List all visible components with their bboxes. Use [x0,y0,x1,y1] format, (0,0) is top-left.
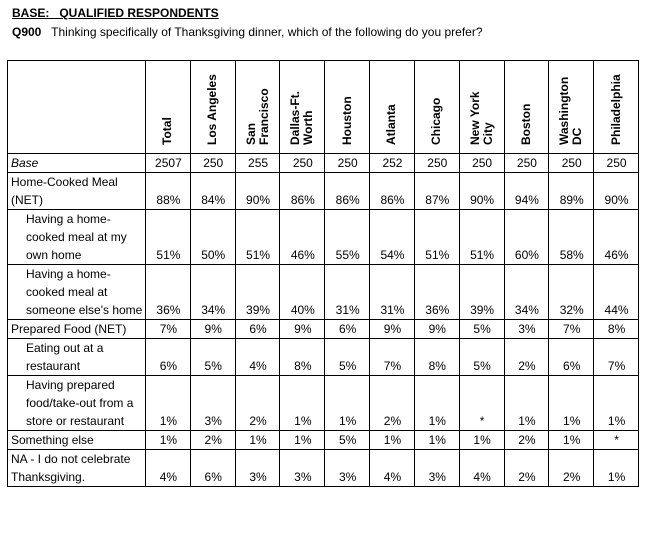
cell: 88% [146,173,191,210]
cell: 1% [370,431,415,450]
table-row-take-out [8,376,639,431]
crosstab-table [7,60,639,487]
cell: 34% [190,265,235,320]
row-label: Home-Cooked Meal (NET) [8,173,146,210]
cell: 1% [146,431,191,450]
cell: 1% [325,376,370,431]
cell: 86% [280,173,325,210]
cell: 86% [370,173,415,210]
table-row-prepared-food-net [8,320,639,339]
col-header-philadelphia: Philadelphia [594,61,639,154]
cell: 44% [594,265,639,320]
question-line [12,25,483,39]
cell: 50% [190,210,235,265]
table-row-someone-elses-home [8,265,639,320]
cell: 1% [280,376,325,431]
cell: 31% [325,265,370,320]
cell: 1% [414,431,459,450]
row-label: Having prepared food/take-out from a store or restaurant [8,376,146,431]
cell: 5% [459,320,504,339]
cell: 90% [594,173,639,210]
cell: 6% [235,320,280,339]
cell: 34% [504,265,549,320]
cell: 7% [549,320,594,339]
cell: 60% [504,210,549,265]
cell: 2% [504,339,549,376]
cell: 55% [325,210,370,265]
cell: 250 [414,154,459,173]
cell: 2% [504,431,549,450]
col-header-los-angeles: Los Angeles [190,61,235,154]
cell: 2% [504,450,549,487]
cell: 1% [504,376,549,431]
col-header-chicago: Chicago [414,61,459,154]
cell: 51% [414,210,459,265]
corner-cell [8,61,146,154]
cell: 3% [280,450,325,487]
cell: 2% [190,431,235,450]
col-header-san-francisco: San Francisco [235,61,280,154]
cell: 3% [414,450,459,487]
row-label: Eating out at a restaurant [8,339,146,376]
cell: 252 [370,154,415,173]
cell: 8% [414,339,459,376]
cell: 90% [235,173,280,210]
row-label: NA - I do not celebrate Thanksgiving. [8,450,146,487]
table-row-na [8,450,639,487]
col-header-houston: Houston [325,61,370,154]
cell: 58% [549,210,594,265]
cell: 1% [280,431,325,450]
cell: 8% [594,320,639,339]
cell: 32% [549,265,594,320]
cell: 54% [370,210,415,265]
cell: 3% [235,450,280,487]
cell: 1% [549,431,594,450]
cell: 250 [190,154,235,173]
cell: 250 [594,154,639,173]
cell: 2% [549,450,594,487]
cell: 7% [594,339,639,376]
cell: 6% [146,339,191,376]
cell: 4% [370,450,415,487]
col-header-new-york-city: New York City [459,61,504,154]
cell: 5% [190,339,235,376]
cell: 5% [459,339,504,376]
row-label: Prepared Food (NET) [8,320,146,339]
question-code: Q900 [12,25,42,39]
cell: 31% [370,265,415,320]
cell: 250 [549,154,594,173]
cell: 1% [549,376,594,431]
cell: 2% [370,376,415,431]
row-label: Base [8,154,146,173]
cell: 7% [146,320,191,339]
cell: 87% [414,173,459,210]
cell: 8% [280,339,325,376]
cell: 46% [594,210,639,265]
cell: 4% [146,450,191,487]
cell: 2% [235,376,280,431]
col-header-washington-dc: Washington DC [549,61,594,154]
table-row-own-home [8,210,639,265]
cell: 6% [325,320,370,339]
cell: 9% [370,320,415,339]
cell: 9% [190,320,235,339]
cell: 5% [325,339,370,376]
row-label: Something else [8,431,146,450]
cell: 7% [370,339,415,376]
cell: 3% [504,320,549,339]
cell: 3% [325,450,370,487]
cell: 1% [235,431,280,450]
cell: 46% [280,210,325,265]
cell: 250 [325,154,370,173]
base-label: BASE: QUALIFIED RESPONDENTS [12,6,219,20]
column-header-row [8,61,639,154]
table-row-home-cooked-net [8,173,639,210]
cell: 84% [190,173,235,210]
col-header-total: Total [146,61,191,154]
cell: 86% [325,173,370,210]
cell: 51% [459,210,504,265]
cell: 250 [280,154,325,173]
cell: 250 [459,154,504,173]
cell: 36% [414,265,459,320]
col-header-atlanta: Atlanta [370,61,415,154]
cell: 255 [235,154,280,173]
col-header-dallas-ft-worth: Dallas-Ft. Worth [280,61,325,154]
cell: 5% [325,431,370,450]
cell: 36% [146,265,191,320]
table-row-eating-out [8,339,639,376]
cell: 39% [459,265,504,320]
cell: 6% [549,339,594,376]
cell: 1% [146,376,191,431]
cell: 89% [549,173,594,210]
cell: 4% [235,339,280,376]
cell: 1% [594,376,639,431]
cell: 4% [459,450,504,487]
cell: 51% [146,210,191,265]
cell: 3% [190,376,235,431]
table-row-something-else [8,431,639,450]
cell: 6% [190,450,235,487]
cell: 2507 [146,154,191,173]
cell: 1% [594,450,639,487]
row-label: Having a home-cooked meal at someone else's home [8,265,146,320]
col-header-boston: Boston [504,61,549,154]
table-row-base [8,154,639,173]
cell: * [594,431,639,450]
cell: 1% [414,376,459,431]
cell: 250 [504,154,549,173]
cell: 9% [280,320,325,339]
cell: 40% [280,265,325,320]
cell: * [459,376,504,431]
cell: 51% [235,210,280,265]
cell: 9% [414,320,459,339]
row-label: Having a home-cooked meal at my own home [8,210,146,265]
cell: 39% [235,265,280,320]
cell: 94% [504,173,549,210]
question-text: Thinking specifically of Thanksgiving dinner, which of the following do you prefer? [51,25,483,39]
cell: 90% [459,173,504,210]
cell: 1% [459,431,504,450]
